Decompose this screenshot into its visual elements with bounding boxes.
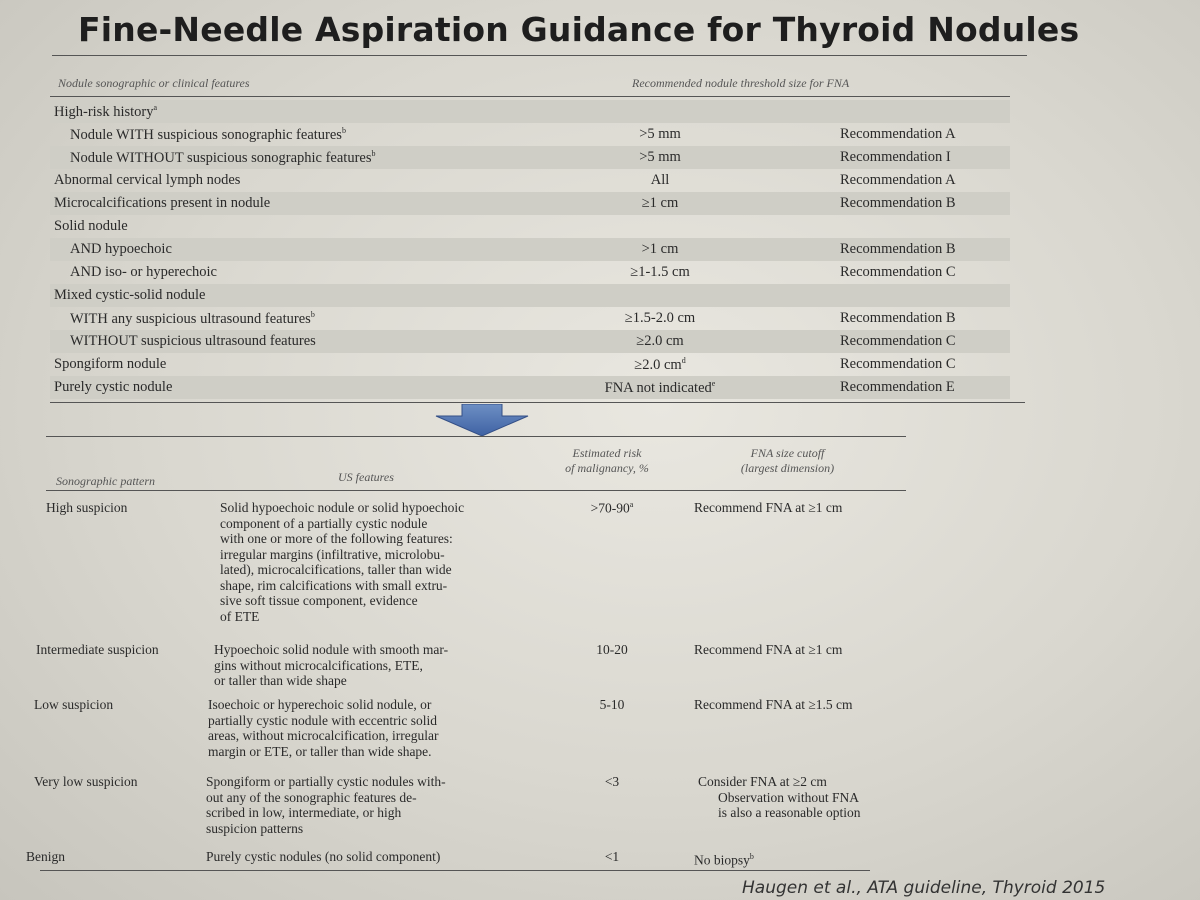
table2-bottom-rule	[40, 870, 870, 871]
feature-text: Solid nodule	[54, 218, 128, 234]
threshold-size-text: >5 mm	[639, 149, 681, 165]
feature-text: Abnormal cervical lymph nodes	[54, 172, 241, 188]
table1-row	[50, 215, 1010, 238]
fna-cutoff	[694, 849, 754, 868]
table2-col-pattern: Sonographic pattern	[56, 474, 155, 488]
threshold-size	[570, 172, 750, 189]
feature-label	[70, 333, 316, 350]
slide-title: Fine-Needle Aspiration Guidance for Thyroid Nodules	[78, 10, 1080, 49]
description-line: with one or more of the following features:	[220, 531, 453, 546]
threshold-size-text: ≥1 cm	[641, 195, 679, 211]
recommendation-grade: Recommendation E	[840, 379, 955, 395]
threshold-size-text: ≥2.0 cm	[634, 356, 682, 373]
feature-text: AND hypoechoic	[70, 241, 172, 257]
recommendation-grade: Recommendation C	[840, 333, 956, 349]
table1-row	[50, 330, 1010, 353]
threshold-size	[570, 356, 750, 374]
footnote-marker: b	[341, 126, 346, 135]
table1-col-threshold: Recommended nodule threshold size for FNA	[632, 76, 850, 90]
footnote-marker: a	[153, 103, 158, 112]
table1-row	[50, 284, 1010, 307]
threshold-size-text: >5 mm	[639, 126, 681, 142]
feature-text: Microcalcifications present in nodule	[54, 195, 271, 211]
description-line: shape, rim calcifications with small extru-	[220, 577, 448, 593]
cutoff-line: Recommend FNA at ≥1 cm	[694, 642, 843, 657]
feature-label	[54, 103, 157, 121]
pattern-description	[214, 642, 544, 689]
description-line: Isoechoic or hyperechoic solid nodule, or	[208, 697, 432, 712]
feature-label	[54, 379, 172, 396]
recommendation-grade: Recommendation B	[840, 241, 956, 257]
table1-row	[50, 192, 1010, 215]
threshold-size-text: All	[650, 172, 670, 188]
footnote-marker: b	[749, 852, 754, 861]
feature-text: AND iso- or hyperechoic	[70, 264, 217, 280]
threshold-size	[570, 126, 750, 143]
description-line: Purely cystic nodules (no solid component)	[206, 849, 441, 864]
feature-text: Nodule WITHOUT suspicious sonographic features	[70, 149, 372, 166]
cutoff-line: is also a reasonable option	[718, 805, 861, 820]
pattern-name: Benign	[26, 849, 65, 864]
pattern-description	[206, 849, 536, 865]
description-line: Solid hypoechoic nodule or solid hypoechoic	[220, 500, 465, 515]
description-line: margin or ETE, or taller than wide shape.	[208, 743, 432, 759]
malignancy-risk-text: <1	[604, 849, 620, 864]
description-line: Spongiform or partially cystic nodules with-	[206, 774, 446, 789]
threshold-size-text: ≥1.5-2.0 cm	[624, 310, 696, 326]
threshold-size	[570, 310, 750, 327]
table2-col-features: US features	[338, 470, 394, 484]
fna-cutoff	[698, 774, 860, 821]
feature-label	[54, 172, 240, 189]
citation: Haugen et al., ATA guideline, Thyroid 2015	[742, 878, 1106, 898]
feature-text: Nodule WITH suspicious sonographic features	[70, 126, 342, 143]
threshold-size-text: ≥1-1.5 cm	[630, 264, 690, 280]
footnote-marker: b	[371, 149, 376, 158]
description-line: or taller than wide shape	[214, 673, 347, 688]
cutoff-line: No biopsy$^b$	[694, 852, 754, 868]
malignancy-risk	[552, 849, 672, 865]
pattern-description	[206, 774, 536, 836]
threshold-size	[570, 379, 750, 397]
recommendation-grade: Recommendation I	[840, 149, 951, 165]
fna-cutoff	[694, 500, 842, 516]
feature-label	[70, 310, 315, 328]
threshold-size-text: FNA not indicated	[604, 379, 712, 396]
description-line: of ETE	[220, 608, 260, 624]
malignancy-risk	[552, 774, 672, 790]
table2-col-cutoff	[700, 446, 875, 476]
threshold-size	[570, 264, 750, 281]
description-line: Hypoechoic solid nodule with smooth mar-	[214, 642, 449, 657]
table1-row	[50, 146, 1010, 169]
feature-text: Mixed cystic-solid nodule	[54, 287, 206, 303]
description-line: sive soft tissue component, evidence	[220, 593, 418, 608]
threshold-size	[570, 195, 750, 212]
footnote-marker: a	[629, 500, 634, 509]
table1-bottom-rule	[50, 402, 1025, 403]
description-line: lated), microcalcifications, taller than wide	[220, 562, 452, 577]
risk-header-line1: Estimated risk	[572, 446, 642, 460]
feature-label	[70, 149, 375, 167]
fna-cutoff	[694, 642, 842, 658]
pattern-description	[208, 697, 538, 759]
feature-label	[54, 356, 166, 373]
cutoff-line: Observation without FNA	[718, 789, 859, 805]
cutoff-header-line1: FNA size cutoff	[750, 446, 825, 460]
recommendation-grade: Recommendation C	[840, 356, 956, 372]
table1-row	[50, 376, 1010, 399]
cutoff-line: Recommend FNA at ≥1 cm	[694, 500, 843, 515]
footnote-marker: b	[310, 310, 315, 319]
table1-row	[50, 100, 1010, 123]
feature-text: High-risk history	[54, 103, 154, 120]
cutoff-header-line2: (largest dimension)	[740, 461, 835, 475]
pattern-name: Very low suspicion	[34, 774, 138, 789]
description-line: areas, without microcalcification, irregular	[208, 728, 439, 743]
description-line: suspicion patterns	[206, 820, 304, 836]
feature-text: Purely cystic nodule	[54, 379, 173, 395]
description-line: out any of the sonographic features de-	[206, 789, 417, 805]
recommendation-grade: Recommendation B	[840, 310, 956, 326]
recommendation-grade: Recommendation C	[840, 264, 956, 280]
table1-row	[50, 307, 1010, 330]
threshold-size	[570, 241, 750, 258]
title-underline	[52, 55, 1027, 56]
malignancy-risk-text: 10-20	[596, 642, 628, 657]
threshold-size-text: ≥2.0 cm	[636, 333, 684, 349]
malignancy-risk	[552, 500, 672, 517]
cutoff-line: Consider FNA at ≥2 cm	[698, 774, 827, 789]
malignancy-risk-text: 5-10	[599, 697, 625, 712]
table1-row	[50, 123, 1010, 146]
recommendation-grade: Recommendation A	[840, 172, 956, 188]
feature-label	[54, 195, 270, 212]
table1-row	[50, 238, 1010, 261]
footnote-marker: e	[711, 379, 716, 388]
fna-cutoff	[694, 697, 853, 713]
feature-text: Spongiform nodule	[54, 356, 167, 372]
description-line: irregular margins (infiltrative, microlobu-	[220, 546, 445, 562]
description-line: scribed in low, intermediate, or high	[206, 805, 402, 820]
malignancy-risk	[552, 642, 672, 658]
table1-body	[50, 100, 1010, 399]
recommendation-grade: Recommendation B	[840, 195, 956, 211]
table2-col-risk	[542, 446, 672, 476]
table2-header-rule	[46, 490, 906, 491]
table1-header-rule	[50, 96, 1010, 97]
pattern-name: High suspicion	[46, 500, 128, 515]
description-line: partially cystic nodule with eccentric solid	[208, 712, 438, 728]
table2-top-rule	[46, 436, 906, 437]
feature-text: WITHOUT suspicious ultrasound features	[70, 333, 316, 349]
feature-label	[54, 287, 205, 304]
recommendation-grade: Recommendation A	[840, 126, 956, 142]
footnote-marker: d	[681, 356, 686, 365]
description-line: component of a partially cystic nodule	[220, 515, 428, 531]
description-line: gins without microcalcifications, ETE,	[214, 657, 423, 673]
feature-label	[70, 126, 346, 144]
feature-label	[70, 241, 172, 258]
table1-col-features: Nodule sonographic or clinical features	[58, 76, 250, 90]
table1-row	[50, 169, 1010, 192]
threshold-size-text: >1 cm	[641, 241, 679, 257]
malignancy-risk-text: <3	[604, 774, 620, 789]
feature-label	[54, 218, 128, 235]
feature-text: WITH any suspicious ultrasound features	[70, 310, 311, 327]
threshold-size	[570, 333, 750, 350]
malignancy-risk-text: >70-90	[590, 500, 630, 516]
pattern-description	[220, 500, 550, 624]
pattern-name: Low suspicion	[34, 697, 114, 712]
feature-label	[70, 264, 217, 281]
cutoff-line: Recommend FNA at ≥1.5 cm	[694, 697, 853, 712]
risk-header-line2: of malignancy, %	[565, 461, 649, 475]
pattern-name: Intermediate suspicion	[36, 642, 159, 657]
table1-row	[50, 261, 1010, 284]
table1-row	[50, 353, 1010, 376]
down-arrow-icon	[432, 404, 532, 438]
malignancy-risk	[552, 697, 672, 713]
threshold-size	[570, 149, 750, 166]
